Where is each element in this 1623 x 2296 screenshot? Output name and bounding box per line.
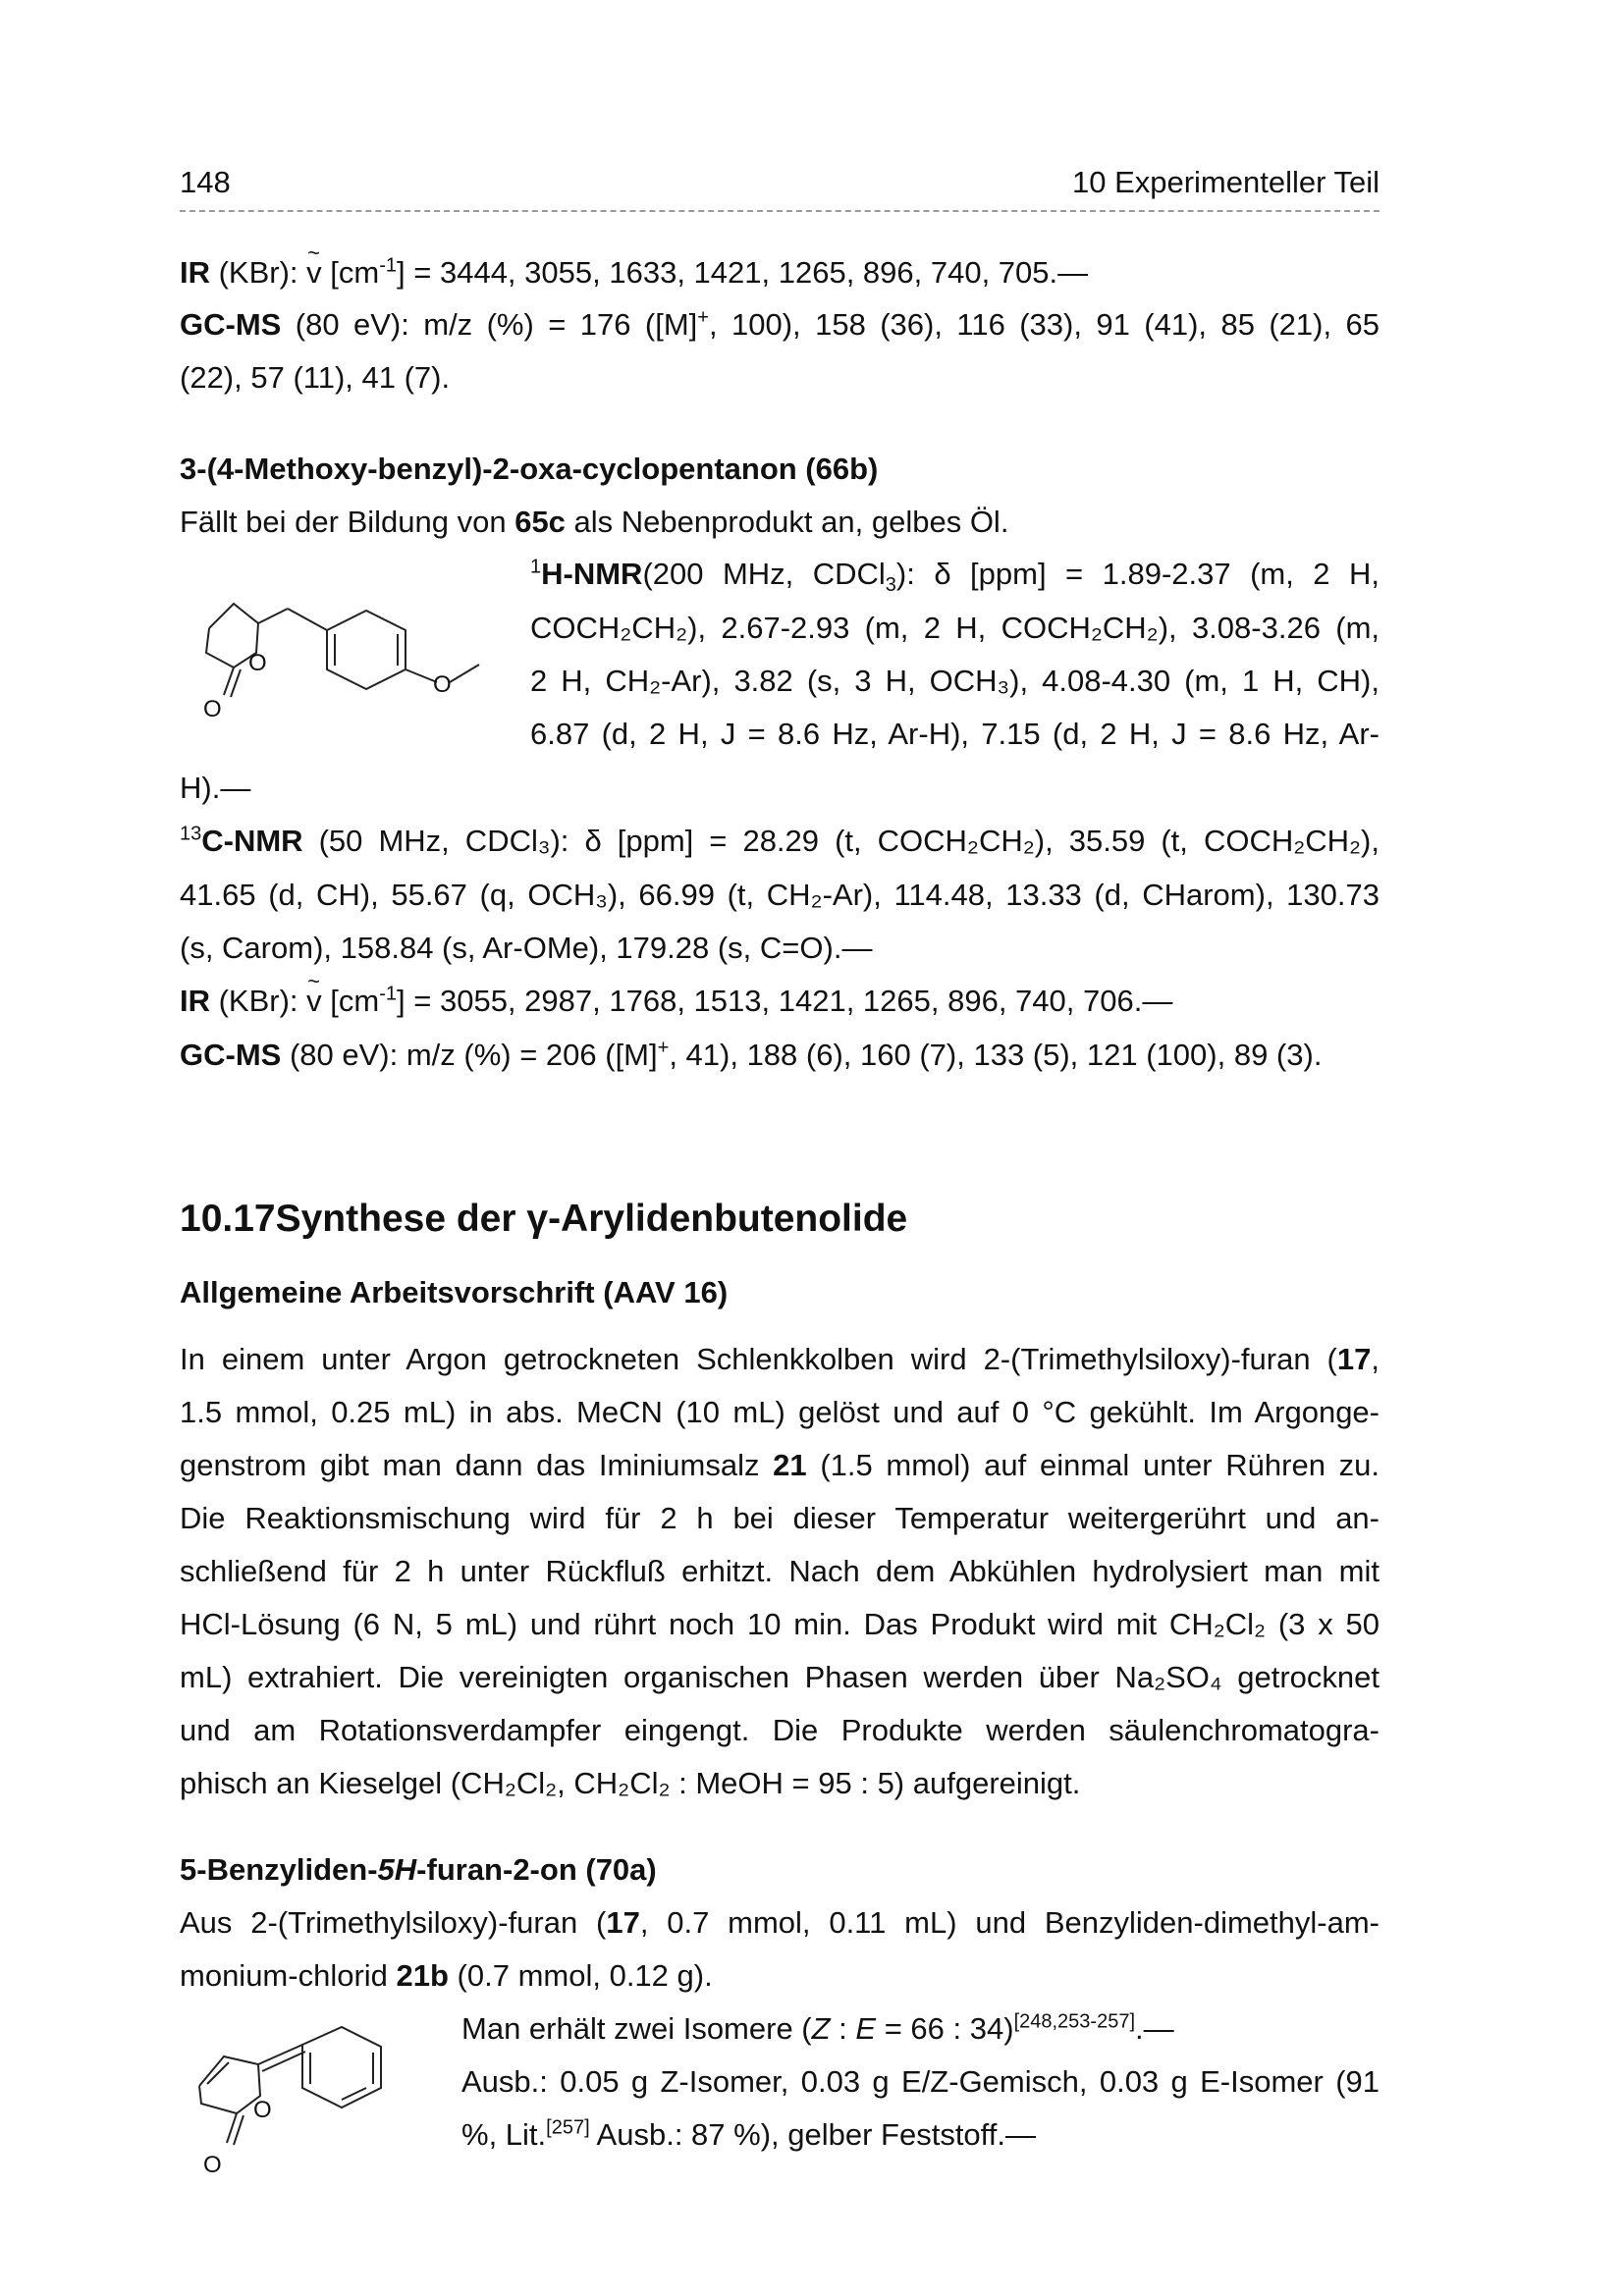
compound-70a-line-5 — [461, 2115, 1380, 2155]
section-number: 10.17 — [180, 1198, 276, 1240]
l5-a: %, Lit. — [461, 2117, 547, 2152]
para-line-1 — [180, 1340, 1380, 1379]
l5-ref: [257] — [546, 2116, 590, 2139]
l3-z: Z — [811, 2011, 831, 2046]
para-line-2: 1.5 mmol, 0.25 mL) in abs. MeCN (10 mL) gelöst und auf 0 °C gekühlt. Im Argonge- — [180, 1395, 1380, 1429]
structure-70a — [180, 2017, 435, 2189]
hnmr-text-1: (200 MHz, CDCl — [642, 557, 886, 591]
ir-values: ] = 3444, 3055, 1633, 1421, 1265, 896, 740, 705.— — [397, 255, 1089, 290]
l3-e: E — [855, 2011, 877, 2046]
compound-66b-intro — [180, 503, 1380, 542]
ir-text-2: (KBr): — [210, 984, 307, 1018]
hnmr-line-3: 2 H, CH₂-Ar), 3.82 (s, 3 H, OCH₃), 4.08-4.30 (m, 1 H, CH), — [530, 664, 1380, 698]
l2-a: monium-chlorid — [180, 1958, 397, 1993]
intro-b: als Nebenprodukt an, gelbes Öl. — [565, 505, 1009, 539]
cnmr-sup: 13 — [180, 823, 202, 845]
cnmr-label: C-NMR — [201, 824, 303, 858]
l3-a: Man erhält zwei Isomere ( — [461, 2011, 812, 2046]
wavenumber-symbol-2: ~ v — [306, 982, 322, 1021]
gcms-plus: + — [697, 306, 709, 329]
gcms-line-2 — [180, 1036, 1380, 1075]
p3-a: genstrom gibt man dann das Iminiumsalz — [180, 1448, 774, 1482]
compound-70a-line-2 — [180, 1956, 1380, 1996]
hnmr-text-2: ): δ [ppm] = 1.89-2.37 (m, 2 H, — [895, 557, 1380, 591]
hnmr-label: H-NMR — [541, 557, 643, 591]
p3-bold: 21 — [773, 1448, 807, 1482]
l1-b: , 0.7 mmol, 0.11 mL) und Benzyliden-dimethyl-am- — [639, 1905, 1380, 1940]
atom-label: O — [433, 671, 452, 698]
l3-b: = 66 : 34) — [876, 2011, 1014, 2046]
hnmr-line-4: 6.87 (d, 2 H, J = 8.6 Hz, Ar-H), 7.15 (d, 2 H, J = 8.6 Hz, Ar- — [530, 717, 1380, 751]
ir-label: IR — [180, 255, 210, 290]
p1-text: In einem unter Argon getrockneten Schlenkkolben wird 2-(Trimethylsiloxy)-furan ( — [180, 1342, 1337, 1376]
wavenumber-symbol: ~ v — [306, 253, 322, 293]
gcms-plus-2: + — [657, 1037, 670, 1059]
intro-a: Fällt bei der Bildung von — [180, 505, 515, 539]
p1-bold: 17 — [1336, 1342, 1372, 1376]
l3-c: .— — [1135, 2011, 1174, 2046]
title-italic: 5H — [377, 1852, 417, 1887]
gcms-text-a: (80 eV): m/z (%) = 176 ([M] — [281, 307, 698, 342]
gcms-label: GC-MS — [180, 307, 282, 342]
structure-66b-svg — [180, 569, 514, 726]
para-line-6: HCl-Lösung (6 N, 5 mL) und rührt noch 10 min. Das Produkt wird mit CH₂Cl₂ (3 x 50 — [180, 1607, 1380, 1641]
compound-70a-line-4: Ausb.: 0.05 g Z-Isomer, 0.03 g E/Z-Gemisch, 0.03 g E-Isomer (91 — [461, 2064, 1380, 2099]
hnmr-sup: 1 — [530, 556, 542, 578]
ir-text: (KBr): — [210, 255, 307, 290]
p3-b: (1.5 mmol) auf einmal unter Rühren zu. — [806, 1448, 1380, 1482]
p1-end: , — [1371, 1342, 1380, 1376]
gcms-text-b: , 100), 158 (36), 116 (33), 91 (41), 85 (21), 65 — [708, 307, 1380, 342]
para-line-8: und am Rotationsverdampfer eingengt. Die Produkte werden säulenchromatogra- — [180, 1713, 1380, 1747]
compound-70a-title — [180, 1850, 1380, 1890]
structure-70a-svg — [180, 2017, 435, 2184]
page-header — [180, 165, 1380, 212]
para-line-3 — [180, 1446, 1380, 1485]
compound-70a-line-3 — [461, 2009, 1380, 2049]
gcms-text-b-2: , 41), 188 (6), 160 (7), 133 (5), 121 (100), 89 (3). — [669, 1038, 1323, 1072]
ir-unit-exp: -1 — [379, 254, 398, 277]
l1-a: Aus 2-(Trimethylsiloxy)-furan ( — [180, 1905, 607, 1940]
l5-b: Ausb.: 87 %), gelber Feststoff.— — [589, 2117, 1036, 2152]
ir-unit-exp-2: -1 — [379, 983, 398, 1005]
atom-label: O — [203, 696, 222, 722]
cnmr-text-1: (50 MHz, CDCl₃): δ [ppm] = 28.29 (t, COCH₂CH₂), 35.59 (t, COCH₂CH₂), — [302, 824, 1380, 858]
title-a: 5-Benzyliden- — [180, 1852, 378, 1887]
compound-66b-title: 3-(4-Methoxy-benzyl)-2-oxa-cyclopentanon (66b) — [180, 452, 879, 486]
chapter-title: 10 Experimenteller Teil — [1071, 165, 1380, 199]
gcms-text-a-2: (80 eV): m/z (%) = 206 ([M] — [281, 1038, 658, 1072]
ir-unit-2: [cm — [321, 984, 380, 1018]
atom-label: O — [253, 2097, 272, 2123]
l1-bold: 17 — [606, 1905, 640, 1940]
atom-label: O — [203, 2152, 222, 2178]
ir-unit: [cm — [321, 255, 380, 290]
ir-line-2 — [180, 982, 1380, 1021]
section-title: Synthese der γ-Arylidenbutenolide — [275, 1198, 908, 1240]
l2-bold: 21b — [396, 1958, 449, 1993]
para-line-9: phisch an Kieselgel (CH₂Cl₂, CH₂Cl₂ : MeOH = 95 : 5) aufgereinigt. — [180, 1766, 1081, 1800]
para-line-7: mL) extrahiert. Die vereinigten organischen Phasen werden über Na₂SO₄ getrocknet — [180, 1660, 1380, 1694]
section-heading — [180, 1195, 1380, 1244]
aav-title: Allgemeine Arbeitsvorschrift (AAV 16) — [180, 1275, 729, 1309]
l2-b: (0.7 mmol, 0.12 g). — [448, 1958, 713, 1993]
compound-70a-line-1 — [180, 1903, 1380, 1943]
page-number: 148 — [180, 165, 231, 199]
ir-label-2: IR — [180, 984, 210, 1018]
cnmr-line-3: (s, Carom), 158.84 (s, Ar-OMe), 179.28 (s, C=O).— — [180, 931, 873, 965]
para-line-5: schließend für 2 h unter Rückfluß erhitzt. Nach dem Abkühlen hydrolysiert man mit — [180, 1554, 1380, 1588]
l3-ref: [248,253-257] — [1013, 2010, 1135, 2033]
hnmr-line-1: $^1$H-NMR(200 MHz, CDCl$_3$): δ [ppm] = 1.89-2.37 (m, 2 H, — [530, 556, 1380, 597]
ir-values-2: ] = 3055, 2987, 1768, 1513, 1421, 1265, 896, 740, 706.— — [397, 984, 1173, 1018]
title-b: -furan-2-on (70a) — [416, 1852, 657, 1887]
ir-line-1 — [180, 253, 1380, 293]
gcms-label-2: GC-MS — [180, 1038, 282, 1072]
hnmr-line-5: H).— — [180, 771, 251, 805]
l3-mid: : — [830, 2011, 856, 2046]
cnmr-line-1 — [180, 822, 1380, 861]
structure-66b — [180, 569, 514, 731]
gcms-line-1 — [180, 305, 1380, 345]
cnmr-line-2: 41.65 (d, CH), 55.67 (q, OCH₃), 66.99 (t, CH₂-Ar), 114.48, 13.33 (d, CHarom), 130.73 — [180, 878, 1380, 912]
gcms-line-1-cont: (22), 57 (11), 41 (7). — [180, 360, 451, 395]
intro-bold: 65c — [514, 505, 566, 539]
atom-label: O — [248, 650, 267, 676]
hnmr-line-2: COCH₂CH₂), 2.67-2.93 (m, 2 H, COCH₂CH₂), 3.08-3.26 (m, — [530, 611, 1380, 645]
para-line-4: Die Reaktionsmischung wird für 2 h bei dieser Temperatur weitergerührt und an- — [180, 1501, 1380, 1535]
